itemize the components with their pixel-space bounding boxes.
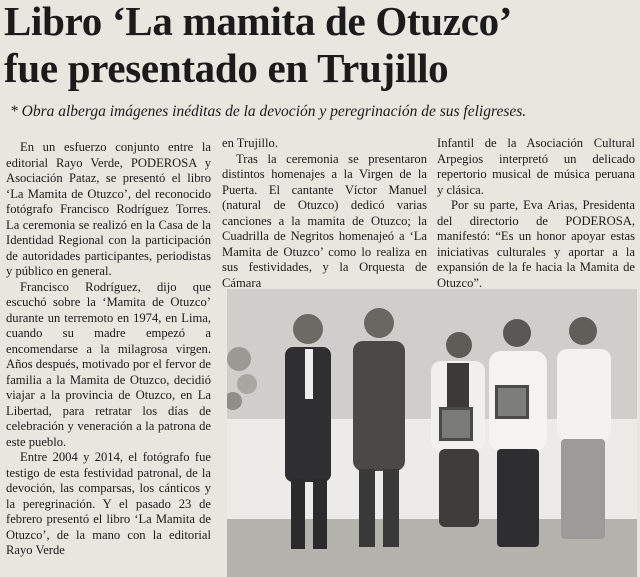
paragraph: Por su parte, Eva Arias, Presidenta del directorio de PODEROSA, manifestó: “Es un honor apoyar estas iniciativas culturales y aportar a la expansión de la fe hacia la Mamita de Otuzco”. [437, 198, 635, 290]
paragraph: en Trujillo. [222, 136, 278, 150]
group-photo-illustration [227, 289, 637, 577]
paragraph: Francisco Rodríguez, dijo que escuchó sobre la ‘Mamita de Otuzco’ durante un terremoto en 1974, en Lima, cuando su madre empezó a encomendarse a la milagrosa virgen. Años después, motivado por el fervor de familia a la Mamita de Otuzco, decidió viajar a la provincia de Otuzco, en La Libertad, para retratar los días de celebración y veneración a la patrona de este pueblo. [6, 279, 211, 449]
paragraph: Tras la ceremonia se presentaron distintos homenajes a la Virgen de la Puerta. El cantante Víctor Manuel (natural de Otuzco) dedicó varias canciones a la mamita de Otuzco; la Cuadrilla de Negritos homenajeó a ‘La Mamita de Otuzco’ como lo realiza en sus festividades, y la Orquesta de Cámara [222, 151, 427, 290]
person-3 [431, 332, 485, 527]
headline-line-1: Libro ‘La mamita de Otuzco’ [4, 0, 513, 44]
article-column-1 [6, 140, 211, 559]
paragraph: En un esfuerzo conjunto entre la editorial Rayo Verde, PODEROSA y Asociación Pataz, se presentó el libro ‘La Mamita de Otuzco’, del reconocido fotógrafo Francisco Rodríguez Torres. La ceremonia se realizó en la Casa de la Identidad Regional con la participación de autoridades participantes, periodistas y público en general. [6, 140, 211, 278]
headline [4, 0, 636, 92]
subheadline: * Obra alberga imágenes inéditas de la devoción y peregrinación de sus feligreses. [10, 103, 527, 120]
article-column-2 [222, 136, 427, 291]
paragraph: Infantil de la Asociación Cultural Arpegios interpretó un delicado repertorio musical de música peruana y clásica. [437, 136, 635, 197]
article-column-3 [437, 136, 635, 291]
event-photo [227, 289, 637, 577]
headline-line-2: fue presentado en Trujillo [4, 45, 449, 91]
person-5 [557, 317, 611, 539]
paragraph: Entre 2004 y 2014, el fotógrafo fue testigo de esta festividad patronal, de la devoción, las comparsas, los cánticos y la peregrinación. Y el pasado 23 de febrero presentó el libro ‘La Mamita de Otuzco’, de la mano con la editorial Rayo Verde [6, 450, 211, 557]
person-4 [489, 319, 547, 547]
